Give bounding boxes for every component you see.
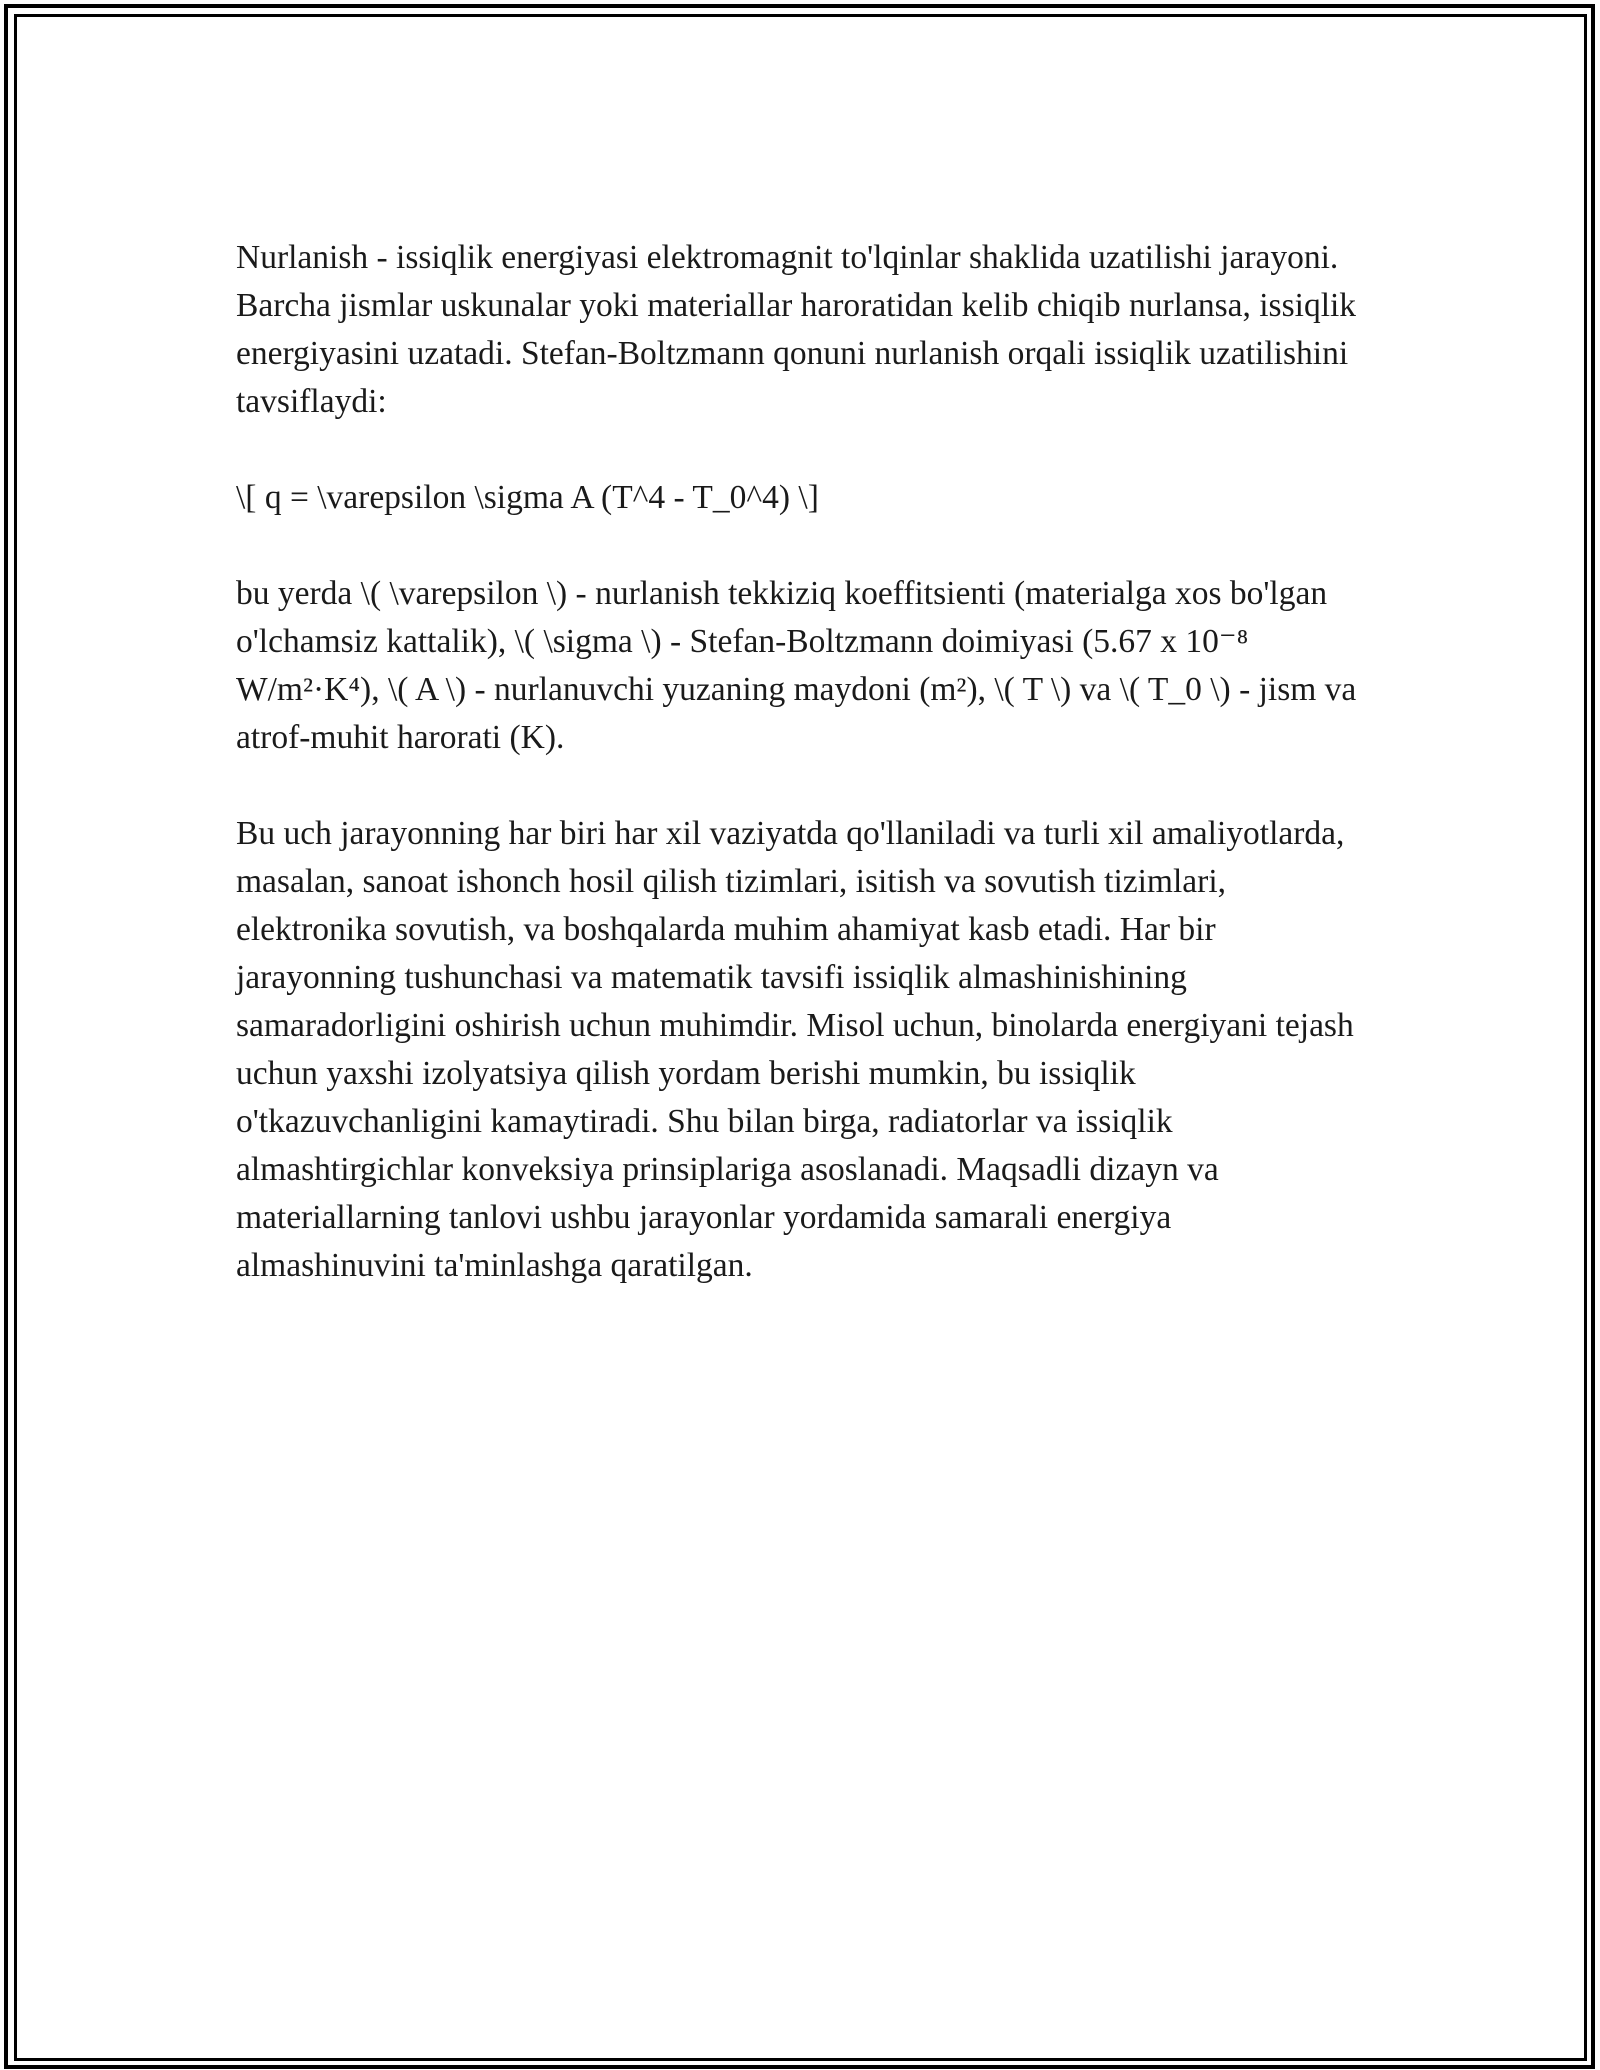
paragraph-applications: Bu uch jarayonning har biri har xil vaziyatda qo'llaniladi va turli xil amaliyotlarda, masalan, sanoat ishonch hosil qilish tizimlari, isitish va sovutish tizimlari, elektronika sovutish, va boshqalarda muhim ahamiyat kasb etadi. Har bir jarayonning tushunchasi va matematik tavsifi issiqlik almashinishining samaradorligini oshirish uchun muhimdir. Misol uchun, binolarda energiyani tejash uchun yaxshi izolyatsiya qilish yordam berishi mumkin, bu issiqlik o'tkazuvchanligini kamaytiradi. Shu bilan birga, radiatorlar va issiqlik almashtirgichlar konveksiya prinsiplariga asoslanadi. Maqsadli dizayn va materiallarning tanlovi ushbu jarayonlar yordamida samarali energiya almashinuvini ta'minlashga qaratilgan. <box>236 815 1354 1284</box>
paragraph-formula-terms: bu yerda \( \varepsilon \) - nurlanish tekkiziq koeffitsienti (materialga xos bo'lgan o'lchamsiz kattalik), \( \sigma \) - Stefan-Boltzmann doimiyasi (5.67 x 10⁻⁸ W/m²·K⁴), \( A \) - nurlanuvchi yuzaning maydoni (m²), \( T \) va \( T_0 \) - jism va atrof-muhit harorati (K). <box>236 575 1357 756</box>
paragraph-radiation-intro: Nurlanish - issiqlik energiyasi elektromagnit to'lqinlar shaklida uzatilishi jarayoni. Barcha jismlar uskunalar yoki materiallar haroratidan kelib chiqib nurlansa, issiqlik energiyasini uzatadi. Stefan-Boltzmann qonuni nurlanish orqali issiqlik uzatilishini tavsiflaydi: <box>236 239 1357 420</box>
formula-stefan-boltzmann: \[ q = \varepsilon \sigma A (T^4 - T_0^4) \] <box>236 479 819 516</box>
document-body <box>236 234 1366 1290</box>
